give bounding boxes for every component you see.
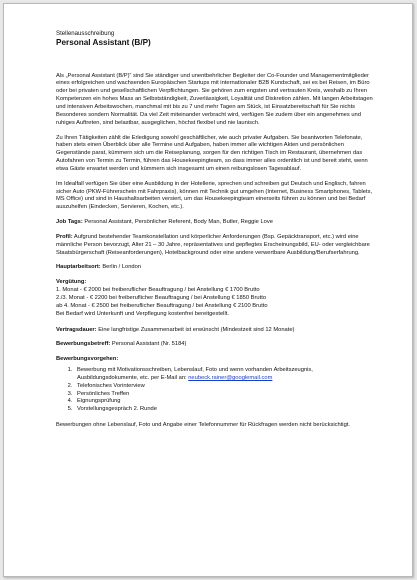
step-item: 3. Persönliches Treffen [74, 391, 374, 399]
step-item: 5. Vorstellungsgespräch 2. Runde [74, 406, 374, 414]
vertragsdauer [56, 327, 374, 335]
bewerbungsbetreff-value: Personal Assistant (Nr. 5184) [111, 341, 187, 348]
bewerbungsbetreff [56, 341, 374, 349]
verguetung-line: ab 4. Monat - € 2500 bei freiberuflicher Beauftragung / bei Anstellung € 2100 Brutto [56, 302, 268, 309]
vertragsdauer-label: Vertragsdauer: [56, 326, 97, 333]
bewerbungsvorgehen-section [56, 356, 374, 414]
document-page [3, 3, 413, 577]
email-link[interactable]: neubeck.rainer@googlemail.com [188, 374, 273, 381]
job-tags-value: Personal Assistant, Persönlicher Referent, Body Man, Butler, Reggie Love [84, 219, 273, 226]
bewerbungsvorgehen-label: Bewerbungsvorgehen: [56, 356, 119, 363]
step-item [74, 367, 374, 383]
vertragsdauer-value: Eine langfristige Zusammenarbeit ist erwünscht (Mindestzeit sind 12 Monate) [98, 326, 295, 333]
profil-value: Aufgrund bestehender Teamkonstellation und körperlicher Anforderungen (Bsp. Gepäcktransport, etc.) wird eine männliche Person bevorzugt, Alter 21 – 30 Jahre, repräsentatives und gepflegtes Erscheinungsbild, EU- oder vergleichbare Staatsbürgerschaft (Reiseanforderungen), Hotelbackground oder eine andere verwertbare Ausbildung/Berufserfahrung. [56, 233, 370, 256]
job-tags [56, 219, 374, 227]
verguetung-section [56, 279, 374, 318]
ideal-paragraph: Im Idealfall verfügen Sie über eine Ausbildung in der Hotellerie, sprechen und schreiben gut Deutsch und Englisch, fahren sicher Auto (PKW-Führerschein mit Fahrpraxis), können mit Technik gut umgehen (Internet, Business Smartphones, Tablets, MS Office) und sind in Haushaltsarbeiten versiert, um das Housekeepingteam einerseits führen zu können und bei Bedarf auszuhelfen (Eindecken, Servieren, Kochen, etc.). [56, 180, 373, 211]
footer-note: Bewerbungen ohne Lebenslauf, Foto und Angabe einer Telefonnummer für Rückfragen werden nicht berücksichtigt. [56, 422, 350, 429]
hauptarbeitsort-value: Berlin / London [102, 264, 142, 271]
profil-label: Profil: [56, 233, 73, 240]
verguetung-note: Bei Bedarf wird Unterkunft und Verpflegung kostenfrei bereitgestellt. [56, 310, 229, 317]
document-title: Personal Assistant (B/P) [56, 37, 151, 47]
profil [56, 234, 374, 258]
verguetung-line: 2./3. Monat - € 2200 bei freiberuflicher Beauftragung / bei Anstellung € 1850 Brutto [56, 295, 267, 301]
verguetung-label: Vergütung: [56, 279, 87, 286]
step-item: 4. Eignungsprüfung [74, 398, 374, 406]
step-1-text: Bewerbung mit Motivationsschreiben, Lebenslauf, Foto und wenn vorhanden Arbeitszeugnis, Ausbildungsdokumente, etc. per E-Mail an: [77, 367, 313, 381]
bewerbungsbetreff-label: Bewerbungsbetreff: [56, 341, 111, 348]
verguetung-line: 1. Monat - € 2000 bei freiberuflicher Beauftragung / bei Anstellung € 1700 Brutto [56, 287, 260, 294]
bewerbungsvorgehen-steps [56, 367, 374, 414]
hauptarbeitsort [56, 264, 374, 272]
job-tags-label: Job Tags: [56, 219, 83, 226]
intro-paragraph: Als „Personal Assistant (B/P)“ sind Sie ständiger und unentbehrlicher Begleiter der Co-Founder und Managementmitglieder eines erfolgreichen und wachsenden Europäischen Startups mit internationaler B2B Kundschaft, sei es bei Reisen, im Büro oder bei privaten und gesellschaftlichen Verpflichtungen. Sie gehören zum engsten und vertrauten Kreis, weshalb zu Ihren Kompetenzen ein hohes Mass an Selbstständigkeit, Zuverlässigkeit, Loyalität und Diskretion zählen. Mit langen Arbeitstagen und intensiven Arbeitswochen, manchmal mit bis zu 7 und mehr Tagen am Stück, ist Einsatzbereitschaft für Sie nichts Besonderes sondern Normalität. Da viel Zeit miteinander verbracht wird, verfügen Sie zudem über ein angenehmes und ruhiges Auftreten, sind belastbar, ausgeglichen, höchst flexibel und nie launisch. [56, 72, 373, 126]
tasks-paragraph: Zu Ihren Tätigkeiten zählt die Erledigung sowohl geschäftlicher, wie auch privater Aufgaben. Sie beantworten Telefonate, haben stets einen Überblick über alle Termine und Aufgaben, haben immer alle wichtigen Akten und persönlichen Gegenstände parat, kümmern sich um die Reiseplanung, sorgen für den richtigen Tisch im Restaurant, übernehmen das Autofahren von Termin zu Termin, führen das Housekeepingteam, so dass immer alles ordentlich ist und bereit steht, wenn etwa Gäste erwartet werden und kümmern sich insgesamt um einen reibungslosen Tagesablauf. [56, 134, 368, 172]
document-content [56, 30, 374, 437]
hauptarbeitsort-label: Hauptarbeitsort: [56, 264, 101, 271]
step-item: 2. Telefonisches Vorinterview [74, 383, 374, 391]
document-kicker: Stellenausschreibung [56, 30, 115, 37]
